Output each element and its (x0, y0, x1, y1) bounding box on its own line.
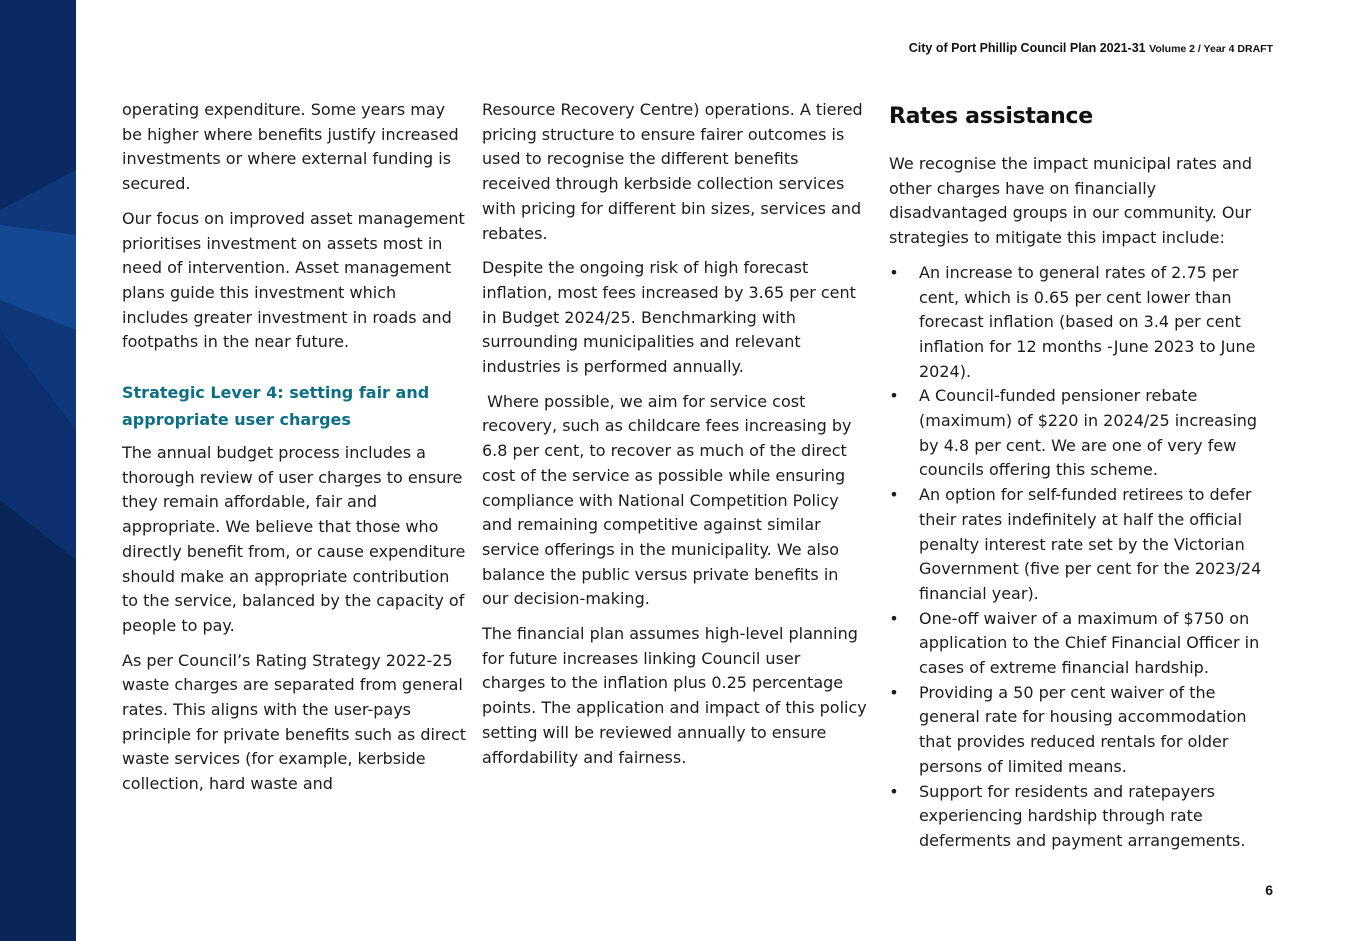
list-item (889, 681, 1279, 780)
strategic-lever-heading: Strategic Lever 4: setting fair and appropriate user charges (122, 383, 430, 430)
paragraph: As per Council’s Rating Strategy 2022-25 waste charges are separated from general rates. This aligns with the user-pays principle for private benefits such as direct waste services (for example, kerbside collection, hard waste and (122, 650, 467, 794)
list-item (889, 483, 1279, 607)
list-item-text: An increase to general rates of 2.75 per cent, which is 0.65 per cent lower than forecast inflation (based on 3.4 per cent inflation for 12 months -June 2023 to June 2024). (919, 262, 1256, 381)
paragraph: The annual budget process includes a thorough review of user charges to ensure they remain affordable, fair and appropriate. We believe that those who directly benefit from, or cause expenditure should make an appropriate contribution to the service, balanced by the capacity of people to pay. (122, 443, 466, 635)
bullet-icon: • (889, 262, 899, 282)
section-title-rates-assistance: Rates assistance (889, 104, 1093, 129)
list-item-text: One-off waiver of a maximum of $750 on application to the Chief Financial Officer in cases of extreme financial hardship. (919, 608, 1260, 678)
header-subtitle: Volume 2 / Year 4 DRAFT (1149, 43, 1273, 55)
paragraph: Despite the ongoing risk of high forecast inflation, most fees increased by 3.65 per cent in Budget 2024/25. Benchmarking with surrounding municipalities and relevant industries is performed annually. (482, 258, 856, 377)
list-item-text: Support for residents and ratepayers experiencing hardship through rate deferments and payment arrangements. (919, 781, 1246, 850)
list-item-text: A Council-funded pensioner rebate (maximum) of $220 in 2024/25 increasing by 4.8 per cent. We are one of very few councils offering this scheme. (919, 386, 1258, 480)
bullet-icon: • (889, 485, 899, 505)
paragraph: operating expenditure. Some years may be higher where benefits justify increased investments or where external funding is secured. (122, 100, 459, 194)
page-number: 6 (1265, 882, 1273, 898)
list-item (889, 607, 1279, 681)
list-item (889, 261, 1279, 385)
bullet-list (889, 261, 1279, 854)
paragraph: The financial plan assumes high-level planning for future increases linking Council user charges to the inflation plus 0.25 percentage points. The application and impact of this policy setting will be reviewed annually to ensure affordability and fairness. (482, 624, 867, 767)
paragraph: Where possible, we aim for service cost recovery, such as childcare fees increasing by 6.8 per cent, to recover as much of the direct cost of the service as possible while ensuring compliance with National Competition Policy and remaining competitive against similar service offerings in the municipality. We also balance the public versus private benefits in our decision-making. (482, 391, 857, 609)
column-1 (122, 98, 467, 807)
list-item-text: An option for self-funded retirees to defer their rates indefinitely at half the official penalty interest rate set by the Victorian Government (five per cent for the 2023/24 financial year). (919, 485, 1262, 603)
list-item (889, 780, 1279, 854)
column-3 (889, 98, 1279, 854)
header-title: City of Port Phillip Council Plan 2021-31 (908, 41, 1146, 55)
sidebar-pattern (0, 0, 76, 941)
bullet-icon: • (889, 386, 899, 406)
paragraph: Our focus on improved asset management prioritises investment on assets most in need of intervention. Asset management plans guide this investment which includes greater investment in roads and footpaths in the near future. (122, 208, 465, 352)
bullet-icon: • (889, 682, 899, 702)
decorative-sidebar (0, 0, 76, 941)
list-item-text: Providing a 50 per cent waiver of the general rate for housing accommodation that provides reduced rentals for older persons of limited means. (919, 682, 1247, 776)
bullet-icon: • (889, 608, 899, 628)
column-2 (482, 98, 867, 780)
list-item (889, 384, 1279, 483)
bullet-icon: • (889, 781, 899, 801)
paragraph: Resource Recovery Centre) operations. A tiered pricing structure to ensure fairer outcomes is used to recognise the different benefits received through kerbside collection services with pricing for different bin sizes, services and rebates. (482, 100, 863, 243)
paragraph: We recognise the impact municipal rates and other charges have on financially disadvantaged groups in our community. Our strategies to mitigate this impact include: (889, 154, 1253, 248)
document-header (909, 41, 1273, 55)
